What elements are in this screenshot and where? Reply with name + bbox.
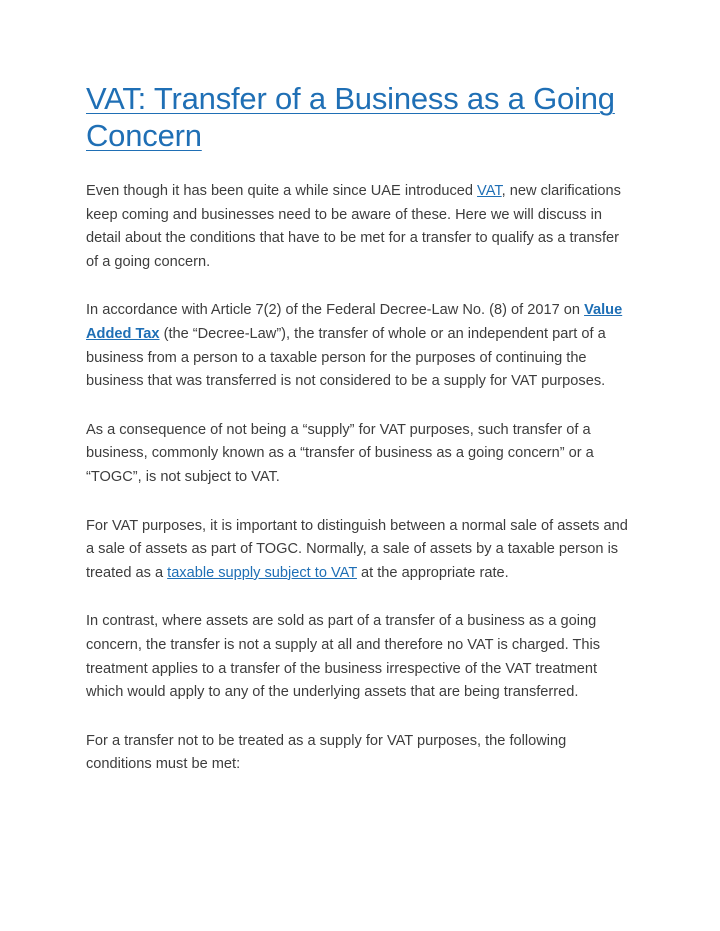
paragraph-text: In accordance with Article 7(2) of the Federal Decree-Law No. (8) of 2017 on: [86, 302, 585, 319]
paragraph-text: For a transfer not to be treated as a supply for VAT purposes, the following conditions must be met:: [86, 732, 567, 773]
paragraph-contrast: [86, 610, 634, 704]
paragraph-distinguish: [86, 515, 634, 586]
paragraph-conditions: [86, 730, 634, 777]
paragraph-text: at the appropriate rate.: [356, 564, 509, 581]
taxable-supply-link[interactable]: taxable supply subject to VAT: [167, 564, 357, 581]
paragraph-article-7: [86, 299, 634, 393]
paragraph-text: (the “Decree-Law”), the transfer of whole or an independent part of a business from a person to a taxable person for the purposes of continuing the business that was transferred is not considered to be a supply for VAT purposes.: [86, 325, 606, 390]
article-title: [86, 80, 634, 154]
paragraph-text: For VAT purposes, it is important to distinguish between a normal sale of assets and a sale of assets as part of TOGC. Normally, a sale of assets by a taxable person is treated as a: [86, 517, 628, 581]
article-title-link[interactable]: VAT: Transfer of a Business as a Going Concern: [86, 81, 615, 153]
paragraph-text: Even though it has been quite a while since UAE introduced: [86, 183, 478, 199]
vat-link[interactable]: VAT: [477, 183, 502, 199]
paragraph-text: In contrast, where assets are sold as part of a transfer of a business as a going concern, the transfer is not a supply at all and therefore no VAT is charged. This treatment applies to a transfer of the business irrespective of the VAT treatment which would apply to any of the underlying assets that are being transferred.: [86, 613, 601, 701]
paragraph-intro: [86, 180, 634, 274]
paragraph-text: , new clarifications keep coming and businesses need to be aware of these. Here we will discuss in detail about the conditions that have to be met for a transfer to qualify as a transfer of a going concern.: [86, 183, 621, 270]
paragraph-text: As a consequence of not being a “supply” for VAT purposes, such transfer of a business, commonly known as a “transfer of business as a going concern” or a “TOGC”, is not subject to VAT.: [86, 421, 594, 485]
value-added-tax-link[interactable]: Value Added Tax: [86, 302, 623, 342]
paragraph-togc: [86, 419, 634, 490]
